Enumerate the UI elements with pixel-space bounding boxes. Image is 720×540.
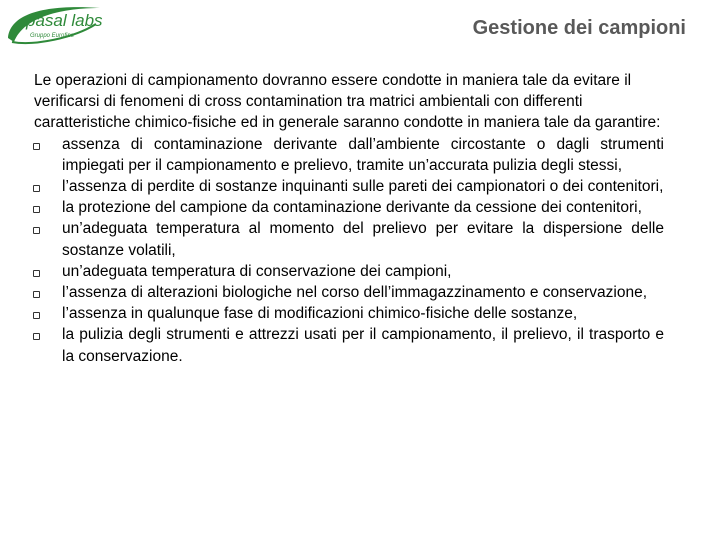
svg-text:pasal labs: pasal labs (26, 11, 103, 30)
list-item-text: la protezione del campione da contaminazione derivante da cessione dei contenitori, (62, 199, 642, 217)
square-bullet-icon (33, 312, 40, 319)
list-item (34, 218, 664, 260)
svg-text:Gruppo Eurofins: Gruppo Eurofins (30, 33, 74, 39)
square-bullet-icon (33, 227, 40, 234)
slide-title: Gestione dei campioni (472, 17, 686, 39)
list-item-text: assenza di contaminazione derivante dall’ambiente circostante o dagli strumenti impiegati per il campionamento e prelievo, tramite un’accurata pulizia degli stessi, (62, 135, 664, 174)
list-item-text: un’adeguata temperatura al momento del prelievo per evitare la dispersione delle sostanze volatili, (62, 220, 664, 259)
list-item-text: un’adeguata temperatura di conservazione dei campioni, (62, 262, 452, 280)
company-logo (4, 2, 104, 48)
content-body (34, 70, 664, 367)
list-item-text: la pulizia degli strumenti e attrezzi usati per il campionamento, il prelievo, il trasporto e la conservazione. (62, 326, 664, 365)
list-item (34, 324, 664, 366)
requirements-list (34, 134, 664, 367)
square-bullet-icon (33, 291, 40, 298)
list-item-text: l’assenza di alterazioni biologiche nel corso dell’immagazzinamento e conservazione, (62, 284, 648, 302)
square-bullet-icon (33, 143, 40, 150)
list-item-text: l’assenza in qualunque fase di modificazioni chimico-fisiche delle sostanze, (62, 305, 578, 323)
list-item (34, 303, 664, 324)
list-item (34, 176, 664, 197)
list-item (34, 134, 664, 176)
intro-paragraph: Le operazioni di campionamento dovranno essere condotte in maniera tale da evitare il verificarsi di fenomeni di cross contamination tra matrici ambientali con differenti caratteristiche chimico-fisiche ed in generale saranno condotte in maniera tale da garantire: (34, 72, 661, 132)
square-bullet-icon (33, 206, 40, 213)
list-item (34, 261, 664, 282)
list-item (34, 197, 664, 218)
list-item-text: l’assenza di perdite di sostanze inquinanti sulle pareti dei campionatori o dei contenitori, (62, 178, 664, 196)
square-bullet-icon (33, 185, 40, 192)
square-bullet-icon (33, 270, 40, 277)
square-bullet-icon (33, 333, 40, 340)
logo-mark (4, 2, 104, 48)
list-item (34, 282, 664, 303)
